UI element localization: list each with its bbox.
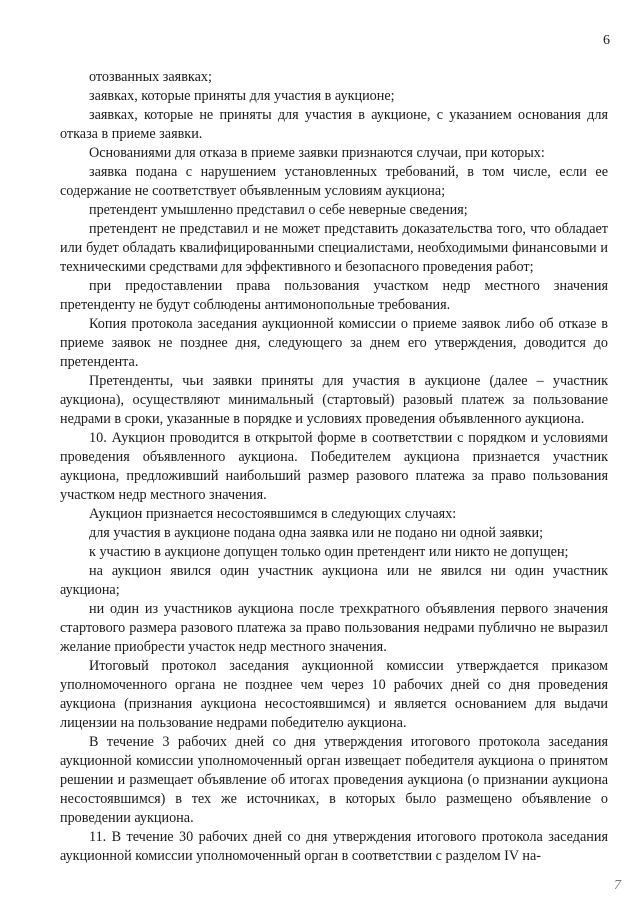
- paragraph-ground-false-info: претендент умышленно представил о себе неверные сведения;: [89, 202, 468, 218]
- page-number: 6: [603, 33, 610, 48]
- paragraph-failed-case-one-present: на аукцион явился один участник аукциона или не явился ни один участник аукциона;: [60, 563, 608, 598]
- paragraph-failed-case-one-application: для участия в аукционе подана одна заявка или не подано ни одной заявки;: [89, 525, 544, 541]
- paragraph-section-10: 10. Аукцион проводится в открытой форме в соответствии с порядком и условиями проведения объявленного аукциона. Победителем аукциона признается участник аукциона, предложивший наибольший размер разового платежа за право пользования участком недр местного значения.: [60, 430, 608, 503]
- paragraph-section-11: 11. В течение 30 рабочих дней со дня утверждения итогового протокола заседания аукционной комиссии уполномоченный орган в соответствии с разделом IV на-: [60, 829, 608, 864]
- paragraph-failed-case-no-bid: ни один из участников аукциона после трехкратного объявления первого значения стартового размера разового платежа за право пользования недрами публично не выразил желание приобрести участок недр местного значения.: [60, 601, 608, 655]
- paragraph-rejected-applications: заявках, которые не приняты для участия в аукционе, с указанием основания для отказа в приеме заявки.: [60, 107, 608, 142]
- paragraph-failed-case-one-admitted: к участию в аукционе допущен только один претендент или никто не допущен;: [89, 544, 569, 560]
- corner-handwritten-mark: 7: [614, 878, 621, 893]
- paragraph-ground-violation: заявка подана с нарушением установленных требований, в том числе, если ее содержание не соответствует объявленным условиям аукциона;: [60, 164, 608, 199]
- paragraph-protocol-copy: Копия протокола заседания аукционной комиссии о приеме заявок либо об отказе в приеме заявок не позднее дня, следующего за днем его утверждения, доводится до претендента.: [60, 316, 608, 370]
- document-body: [60, 68, 608, 866]
- paragraph-withdrawn-applications: отозванных заявках;: [89, 69, 212, 85]
- paragraph-notification: В течение 3 рабочих дней со дня утверждения итогового протокола заседания аукционной комиссии уполномоченный орган извещает победителя аукциона о принятом решении и размещает объявление об итогах проведения аукциона (о признании аукциона несостоявшимся) в тех же источниках, в которых было размещено объявление о проведении аукциона.: [60, 734, 608, 826]
- paragraph-final-protocol: Итоговый протокол заседания аукционной комиссии утверждается приказом уполномоченного органа не позднее чем через 10 рабочих дней со дня проведения аукциона (признания аукциона несостоявшимся) и является основанием для выдачи лицензии на пользование недрами победителю аукциона.: [60, 658, 608, 731]
- paragraph-participants-payment: Претенденты, чьи заявки приняты для участия в аукционе (далее – участник аукциона), осуществляют минимальный (стартовый) разовый платеж за пользование недрами в сроки, указанные в порядке и условиях проведения объявленного аукциона.: [60, 373, 608, 427]
- paragraph-failed-auction: Аукцион признается несостоявшимся в следующих случаях:: [89, 506, 457, 522]
- paragraph-ground-no-evidence: претендент не представил и не может представить доказательства того, что обладает или будет обладать квалифицированными специалистами, необходимыми финансовыми и техническими средствами для эффективного и безопасного проведения работ;: [60, 221, 608, 275]
- paragraph-rejection-grounds: Основаниями для отказа в приеме заявки признаются случаи, при которых:: [89, 145, 545, 161]
- paragraph-accepted-applications: заявках, которые приняты для участия в аукционе;: [89, 88, 395, 104]
- paragraph-ground-antimonopoly: при предоставлении права пользования участком недр местного значения претенденту не будут соблюдены антимонопольные требования.: [60, 278, 608, 313]
